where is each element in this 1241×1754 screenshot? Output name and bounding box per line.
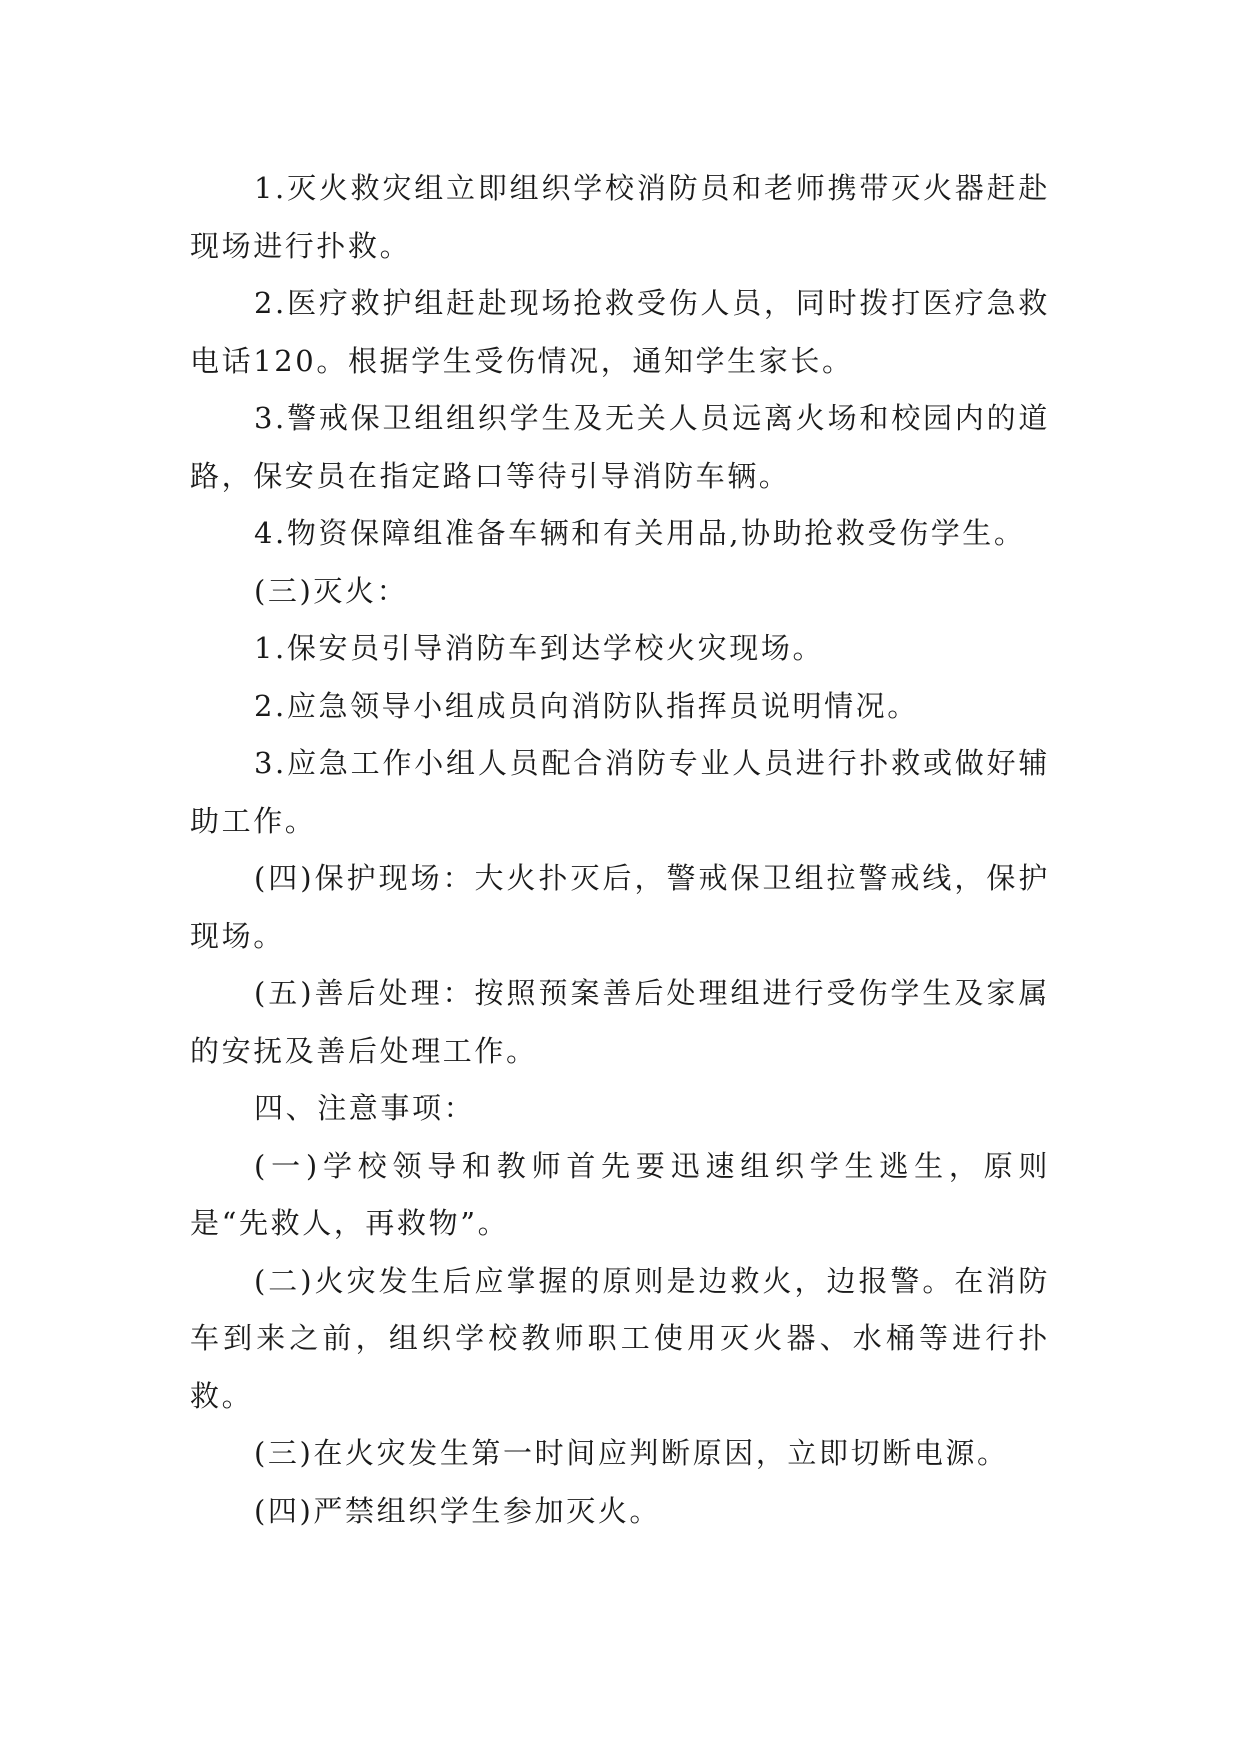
document-body [190,160,1050,1540]
paragraph-medical-team: 2.医疗救护组赶赴现场抢救受伤人员，同时拨打医疗急救电话120。根据学生受伤情况，通知学生家长。 [190,286,1050,378]
paragraph-cooperate: 3.应急工作小组人员配合消防专业人员进行扑救或做好辅助工作。 [190,746,1050,838]
paragraph-note-2: (二)火灾发生后应掌握的原则是边救火，边报警。在消防车到来之前，组织学校教师职工使用灭火器、水桶等进行扑救。 [190,1263,1050,1413]
section-heading-fire-fighting: (三)灭火： [254,573,409,608]
paragraph-note-4: (四)严禁组织学生参加灭火。 [254,1493,662,1528]
paragraph-protect-scene: (四)保护现场：大火扑灭后，警戒保卫组拉警戒线，保护现场。 [190,861,1050,953]
paragraph-aftermath: (五)善后处理：按照预案善后处理组进行受伤学生及家属的安抚及善后处理工作。 [190,976,1050,1068]
paragraph-security-team: 3.警戒保卫组组织学生及无关人员远离火场和校园内的道路，保安员在指定路口等待引导消防车辆。 [190,401,1050,493]
section-heading-notes: 四、注意事项： [254,1091,476,1125]
paragraph-note-1: (一)学校领导和教师首先要迅速组织学生逃生，原则是“先救人，再救物”。 [190,1148,1050,1240]
paragraph-supply-team: 4.物资保障组准备车辆和有关用品,协助抢救受伤学生。 [254,516,1026,550]
paragraph-extinguish-team: 1.灭火救灾组立即组织学校消防员和老师携带灭火器赶赴现场进行扑救。 [190,171,1050,263]
paragraph-leader-report: 2.应急领导小组成员向消防队指挥员说明情况。 [254,688,919,723]
paragraph-note-3: (三)在火灾发生第一时间应判断原因，立即切断电源。 [254,1436,1009,1470]
paragraph-guard-guide: 1.保安员引导消防车到达学校火灾现场。 [254,631,825,665]
